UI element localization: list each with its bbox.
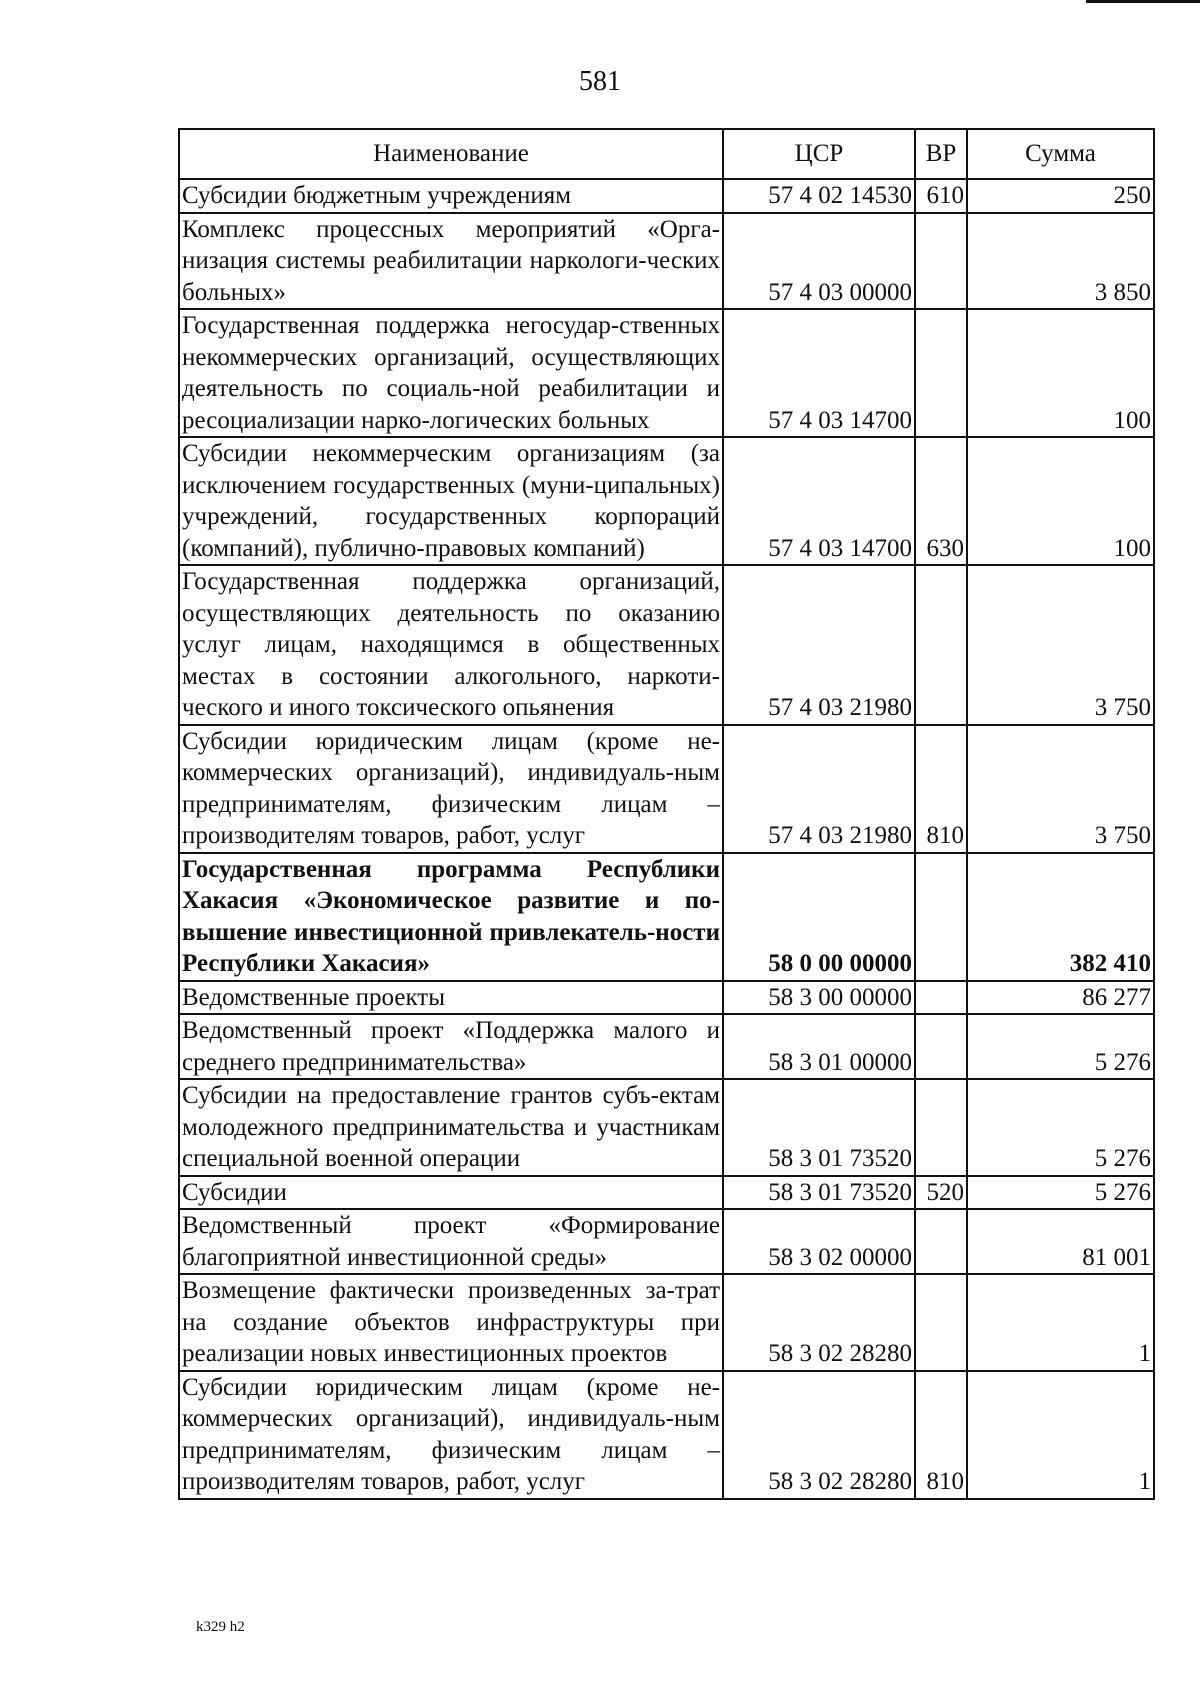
table-row	[179, 1079, 1154, 1176]
cell-sum: 100	[967, 437, 1154, 565]
table-row	[179, 853, 1154, 981]
cell-sum: 5 276	[967, 1176, 1154, 1210]
table-row	[179, 565, 1154, 725]
table-row	[179, 981, 1154, 1015]
cell-csr: 58 3 02 00000	[723, 1209, 915, 1274]
cell-csr: 57 4 03 00000	[723, 213, 915, 310]
cell-sum: 250	[967, 179, 1154, 213]
table-row	[179, 1014, 1154, 1079]
cell-vr	[915, 565, 967, 725]
cell-csr: 57 4 03 21980	[723, 565, 915, 725]
table-row	[179, 725, 1154, 853]
page-number: 581	[579, 66, 621, 97]
cell-name: Комплекс процессных мероприятий «Орга-низация системы реабилитации наркологи-ческих больных»	[179, 213, 723, 310]
cell-name: Субсидии юридическим лицам (кроме не-коммерческих организаций), индивидуаль-ным предпринимателям, физическим лицам – производителям товаров, работ, услуг	[179, 725, 723, 853]
cell-csr: 58 3 02 28280	[723, 1274, 915, 1371]
table-row	[179, 1371, 1154, 1499]
cell-vr	[915, 853, 967, 981]
cell-csr: 58 0 00 00000	[723, 853, 915, 981]
cell-vr	[915, 213, 967, 310]
table-body	[179, 179, 1154, 1499]
cell-csr: 57 4 02 14530	[723, 179, 915, 213]
cell-csr: 58 3 02 28280	[723, 1371, 915, 1499]
cell-sum: 100	[967, 309, 1154, 437]
cell-name: Субсидии бюджетным учреждениям	[179, 179, 723, 213]
cell-sum: 382 410	[967, 853, 1154, 981]
cell-sum: 3 850	[967, 213, 1154, 310]
table-row	[179, 1209, 1154, 1274]
table-row	[179, 213, 1154, 310]
cell-csr: 58 3 01 00000	[723, 1014, 915, 1079]
cell-vr: 610	[915, 179, 967, 213]
cell-csr: 57 4 03 21980	[723, 725, 915, 853]
header-csr: ЦСР	[723, 129, 915, 179]
cell-vr	[915, 1014, 967, 1079]
cell-name: Субсидии некоммерческим организациям (за исключением государственных (муни-ципальных) учреждений, государственных корпораций (компаний), публично-правовых компаний)	[179, 437, 723, 565]
cell-vr	[915, 1209, 967, 1274]
cell-name: Государственная поддержка негосудар-ственных некоммерческих организаций, осуществляющих деятельность по социаль-ной реабилитации и ресоциализации нарко-логических больных	[179, 309, 723, 437]
table-row	[179, 1274, 1154, 1371]
cell-sum: 1	[967, 1371, 1154, 1499]
cell-vr: 810	[915, 725, 967, 853]
budget-table	[178, 128, 1155, 1500]
cell-name: Субсидии на предоставление грантов субъ-ектам молодежного предпринимательства и участникам специальной военной операции	[179, 1079, 723, 1176]
cell-vr	[915, 981, 967, 1015]
cell-vr: 520	[915, 1176, 967, 1210]
cell-sum: 1	[967, 1274, 1154, 1371]
header-sum: Сумма	[967, 129, 1154, 179]
cell-name: Ведомственный проект «Поддержка малого и среднего предпринимательства»	[179, 1014, 723, 1079]
cell-vr	[915, 1274, 967, 1371]
header-name: Наименование	[179, 129, 723, 179]
cell-sum: 81 001	[967, 1209, 1154, 1274]
table-row	[179, 437, 1154, 565]
cell-vr: 630	[915, 437, 967, 565]
table-header-row	[179, 129, 1154, 179]
footer-code: k329 h2	[196, 1619, 245, 1635]
cell-name: Субсидии	[179, 1176, 723, 1210]
cell-sum: 3 750	[967, 565, 1154, 725]
cell-csr: 58 3 00 00000	[723, 981, 915, 1015]
cell-sum: 86 277	[967, 981, 1154, 1015]
cell-name: Ведомственный проект «Формирование благоприятной инвестиционной среды»	[179, 1209, 723, 1274]
cell-csr: 57 4 03 14700	[723, 437, 915, 565]
cell-sum: 5 276	[967, 1079, 1154, 1176]
cell-sum: 5 276	[967, 1014, 1154, 1079]
cell-vr	[915, 1079, 967, 1176]
table-row	[179, 179, 1154, 213]
cell-vr	[915, 309, 967, 437]
table-row	[179, 1176, 1154, 1210]
cell-csr: 58 3 01 73520	[723, 1079, 915, 1176]
cell-name: Ведомственные проекты	[179, 981, 723, 1015]
table-row	[179, 309, 1154, 437]
cell-name: Государственная программа Республики Хакасия «Экономическое развитие и по-вышение инвестиционной привлекатель-ности Республики Хакасия»	[179, 853, 723, 981]
cell-name: Возмещение фактически произведенных за-трат на создание объектов инфраструктуры при реализации новых инвестиционных проектов	[179, 1274, 723, 1371]
cell-csr: 58 3 01 73520	[723, 1176, 915, 1210]
cell-sum: 3 750	[967, 725, 1154, 853]
cell-name: Государственная поддержка организаций, осуществляющих деятельность по оказанию услуг лицам, находящимся в общественных местах в состоянии алкогольного, наркоти-ческого и иного токсического опьянения	[179, 565, 723, 725]
cell-name: Субсидии юридическим лицам (кроме не-коммерческих организаций), индивидуаль-ным предпринимателям, физическим лицам – производителям товаров, работ, услуг	[179, 1371, 723, 1499]
cell-vr: 810	[915, 1371, 967, 1499]
cell-csr: 57 4 03 14700	[723, 309, 915, 437]
header-vr: ВР	[915, 129, 967, 179]
scan-edge-mark	[1086, 0, 1200, 3]
